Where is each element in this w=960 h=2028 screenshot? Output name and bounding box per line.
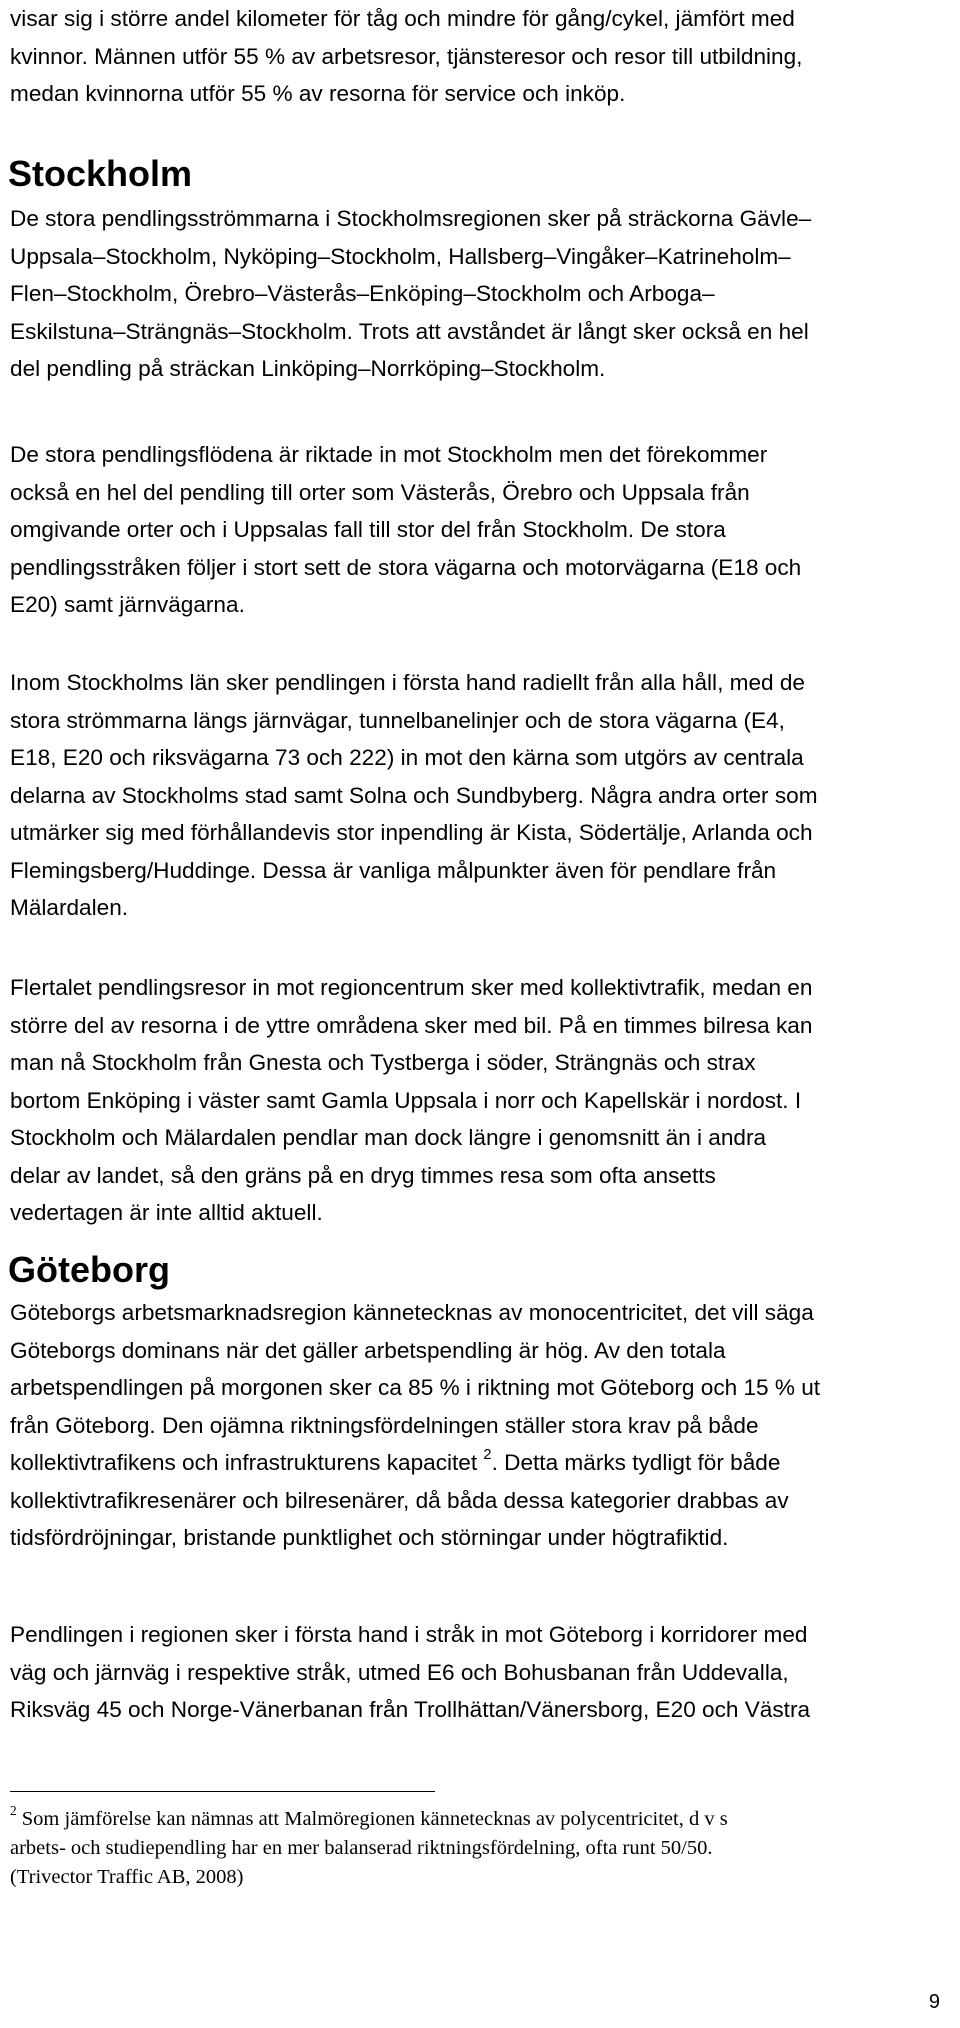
paragraph-line: Inom Stockholms län sker pendlingen i första hand radiellt från alla håll, med de — [10, 670, 805, 695]
footnote-line — [10, 1802, 950, 1834]
paragraph-line: Eskilstuna–Strängnäs–Stockholm. Trots att avståndet är långt sker också en hel — [10, 318, 809, 344]
paragraph-line: Göteborgs dominans när det gäller arbetspendling är hög. Av den totala — [10, 1337, 726, 1363]
paragraph-line: utmärker sig med förhållandevis stor inpendling är Kista, Södertälje, Arlanda och — [10, 820, 813, 845]
intro-paragraph — [10, 0, 960, 113]
page-number: 9 — [928, 1991, 940, 2013]
intro-line: medan kvinnorna utför 55 % av resorna för service och inköp. — [10, 81, 626, 106]
paragraph-line: vedertagen är inte alltid aktuell. — [10, 1200, 323, 1225]
paragraph-line: del pendling på sträckan Linköping–Norrköping–Stockholm. — [10, 356, 606, 381]
footnote-line: arbets- och studiependling har en mer balanserad riktningsfördelning, ofta runt 50/50. — [10, 1837, 713, 1859]
paragraph-line: Flertalet pendlingsresor in mot regioncentrum sker med kollektivtrafik, medan en — [10, 975, 813, 1000]
paragraph-line: delar av landet, så den gräns på en dryg timmes resa som ofta ansetts — [10, 1162, 716, 1188]
stockholm-paragraph-1 — [10, 200, 960, 388]
footnote-reference: 2 — [483, 1446, 492, 1463]
paragraph-line: omgivande orter och i Uppsalas fall till stor del från Stockholm. De stora — [10, 517, 726, 542]
paragraph-line: Mälardalen. — [10, 895, 129, 920]
footnote-divider — [10, 1791, 435, 1792]
stockholm-paragraph-3 — [10, 664, 960, 927]
line-text: kollektivtrafikens och infrastrukturens kapacitet — [10, 1450, 484, 1475]
footnote-text: Som jämförelse kan nämnas att Malmöregionen kännetecknas av polycentricitet, d v s — [16, 1808, 728, 1830]
paragraph-line: arbetspendlingen på morgonen sker ca 85 % i riktning mot Göteborg och 15 % ut — [10, 1375, 821, 1400]
goteborg-paragraph-1 — [10, 1294, 960, 1557]
paragraph-line: E20) samt järnvägarna. — [10, 592, 245, 617]
section-heading-stockholm: Stockholm — [8, 153, 193, 194]
intro-line: visar sig i större andel kilometer för tåg och mindre för gång/cykel, jämfört med — [10, 6, 795, 31]
footnote — [10, 1802, 950, 1892]
paragraph-line: Flemingsberg/Huddinge. Dessa är vanliga målpunkter även för pendlare från — [10, 857, 777, 883]
stockholm-paragraph-2 — [10, 436, 960, 624]
paragraph-line: väg och järnväg i respektive stråk, utmed E6 och Bohusbanan från Uddevalla, — [10, 1659, 789, 1685]
footnote-marker: 2 — [10, 1802, 17, 1818]
paragraph-line: Pendlingen i regionen sker i första hand i stråk in mot Göteborg i korridorer med — [10, 1622, 808, 1647]
intro-line: kvinnor. Männen utför 55 % av arbetsresor, tjänsteresor och resor till utbildning, — [10, 43, 803, 69]
paragraph-line: Flen–Stockholm, Örebro–Västerås–Enköping–Stockholm och Arboga– — [10, 281, 715, 306]
paragraph-line: De stora pendlingsströmmarna i Stockholmsregionen sker på sträckorna Gävle– — [10, 206, 812, 231]
paragraph-line: Stockholm och Mälardalen pendlar man dock längre i genomsnitt än i andra — [10, 1125, 767, 1150]
stockholm-paragraph-4 — [10, 969, 960, 1232]
paragraph-line: Göteborgs arbetsmarknadsregion kännetecknas av monocentricitet, det vill säga — [10, 1300, 814, 1325]
paragraph-line — [10, 1444, 960, 1482]
paragraph-line: kollektivtrafikresenärer och bilresenärer, då båda dessa kategorier drabbas av — [10, 1487, 789, 1513]
paragraph-line: Uppsala–Stockholm, Nyköping–Stockholm, Hallsberg–Vingåker–Katrineholm– — [10, 243, 791, 269]
goteborg-paragraph-2 — [10, 1616, 960, 1729]
paragraph-line: från Göteborg. Den ojämna riktningsfördelningen ställer stora krav på både — [10, 1412, 759, 1438]
footnote-line: (Trivector Traffic AB, 2008) — [10, 1866, 244, 1888]
paragraph-line: större del av resorna i de yttre områdena sker med bil. På en timmes bilresa kan — [10, 1012, 813, 1038]
paragraph-line: också en hel del pendling till orter som Västerås, Örebro och Uppsala från — [10, 479, 750, 505]
paragraph-line: E18, E20 och riksvägarna 73 och 222) in mot den kärna som utgörs av centrala — [10, 745, 804, 770]
paragraph-line: De stora pendlingsflödena är riktade in mot Stockholm men det förekommer — [10, 442, 768, 467]
section-heading-goteborg: Göteborg — [8, 1249, 170, 1290]
paragraph-line: stora strömmarna längs järnvägar, tunnelbanelinjer och de stora vägarna (E4, — [10, 707, 785, 733]
line-text: . Detta märks tydligt för både — [491, 1450, 781, 1475]
paragraph-line: bortom Enköping i väster samt Gamla Uppsala i norr och Kapellskär i nordost. I — [10, 1087, 802, 1113]
paragraph-line: tidsfördröjningar, bristande punktlighet och störningar under högtrafiktid. — [10, 1525, 729, 1550]
paragraph-line: delarna av Stockholms stad samt Solna och Sundbyberg. Några andra orter som — [10, 782, 818, 808]
paragraph-line: pendlingsstråken följer i stort sett de stora vägarna och motorvägarna (E18 och — [10, 554, 802, 580]
paragraph-line: Riksväg 45 och Norge-Vänerbanan från Trollhättan/Vänersborg, E20 och Västra — [10, 1697, 811, 1722]
paragraph-line: man nå Stockholm från Gnesta och Tystberga i söder, Strängnäs och strax — [10, 1050, 756, 1075]
